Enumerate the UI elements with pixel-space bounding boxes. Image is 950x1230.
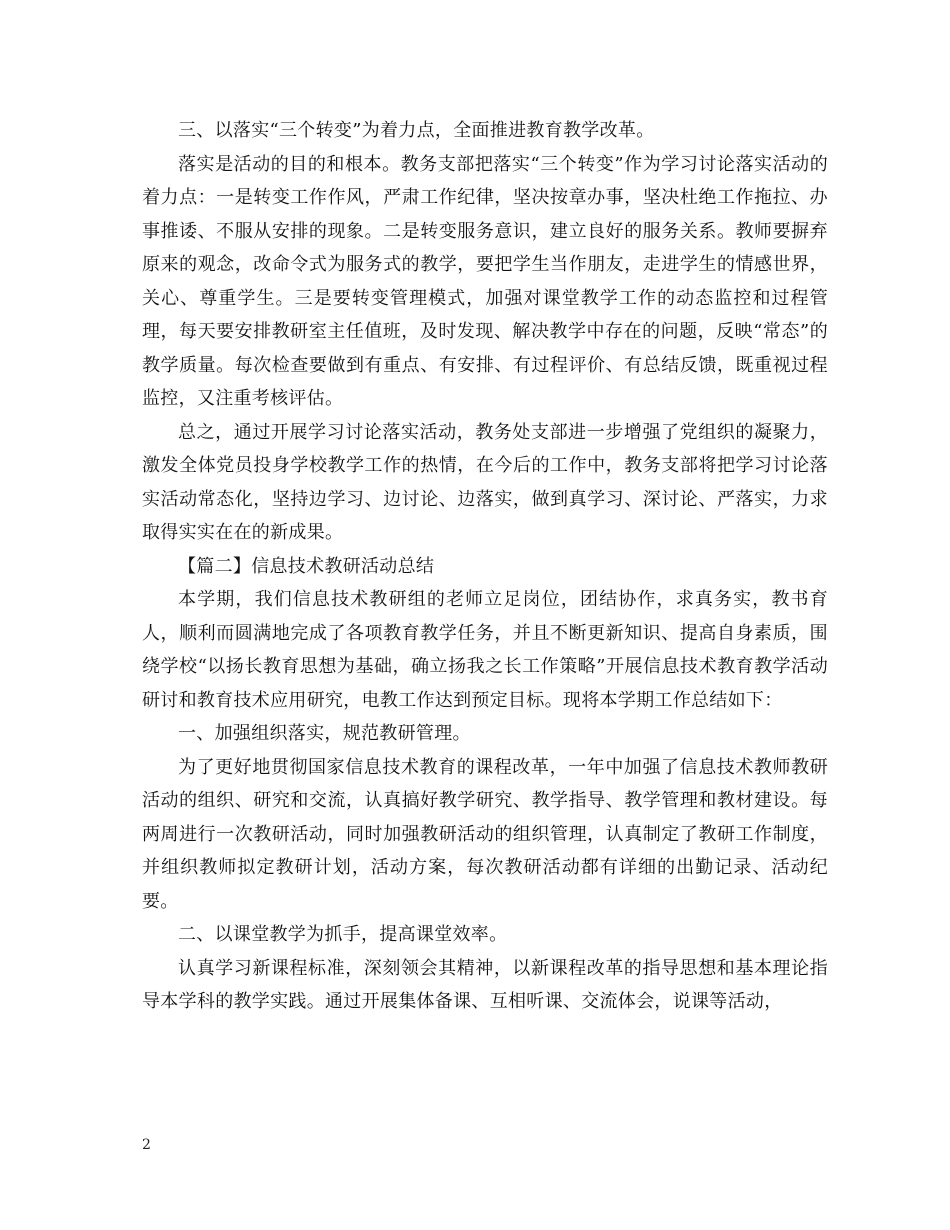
paragraph-organization: 为了更好地贯彻国家信息技术教育的课程改革，一年中加强了信息技术教师教研活动的组织、研究和交流，认真搞好教学研究、教学指导、教学管理和教材建设。每两周进行一次教研活动，同时加强教研活动的组织管理，认真制定了教研工作制度，并组织教师拟定教研计划，活动方案，每次教研活动都有详细的出勤记录、活动纪要。: [142, 756, 828, 912]
paragraph-conclusion: 总之，通过开展学习讨论落实活动，教务处支部进一步增强了党组织的凝聚力，激发全体党员投身学校教学工作的热情，在今后的工作中，教务支部将把学习讨论落实活动常态化，坚持边学习、边讨论、边落实，做到真学习、深讨论、严落实，力求取得实实在在的新成果。: [142, 421, 828, 543]
document-body: [142, 114, 828, 1019]
paragraph-implementation: 落实是活动的目的和根本。教务支部把落实“三个转变”作为学习讨论落实活动的着力点：一是转变工作作风，严肃工作纪律，坚决按章办事，坚决杜绝工作拖拉、办事推诿、不服从安排的现象。二是转变服务意识，建立良好的服务关系。教师要摒弃原来的观念，改命令式为服务式的教学，要把学生当作朋友，走进学生的情感世界，关心、尊重学生。三是要转变管理模式，加强对课堂教学工作的动态监控和过程管理，每天要安排教研室主任值班，及时发现、解决教学中存在的问题，反映“常态”的教学质量。每次检查要做到有重点、有安排、有过程评价、有总结反馈，既重视过程监控，又注重考核评估。: [142, 153, 828, 409]
page-number: 2: [142, 1137, 151, 1153]
section-heading-three-transformations: 三、以落实“三个转变”为着力点，全面推进教育教学改革。: [178, 120, 655, 141]
section-heading-organization: 一、加强组织落实，规范教研管理。: [178, 723, 471, 744]
section-heading-classroom: 二、以课堂教学为抓手，提高课堂效率。: [178, 924, 508, 945]
paragraph-semester-intro: 本学期，我们信息技术教研组的老师立足岗位，团结协作，求真务实，教书育人，顺利而圆满地完成了各项教育教学任务，并且不断更新知识、提高自身素质，围绕学校“以扬长教育思想为基础，确立扬我之长工作策略”开展信息技术教育教学活动研讨和教育技术应用研究，电教工作达到预定目标。现将本学期工作总结如下：: [142, 589, 828, 711]
part-two-title: 【篇二】信息技术教研活动总结: [178, 555, 435, 577]
paragraph-curriculum: 认真学习新课程标准，深刻领会其精神，以新课程改革的指导思想和基本理论指导本学科的教学实践。通过开展集体备课、互相听课、交流体会，说课等活动，: [142, 957, 828, 1012]
